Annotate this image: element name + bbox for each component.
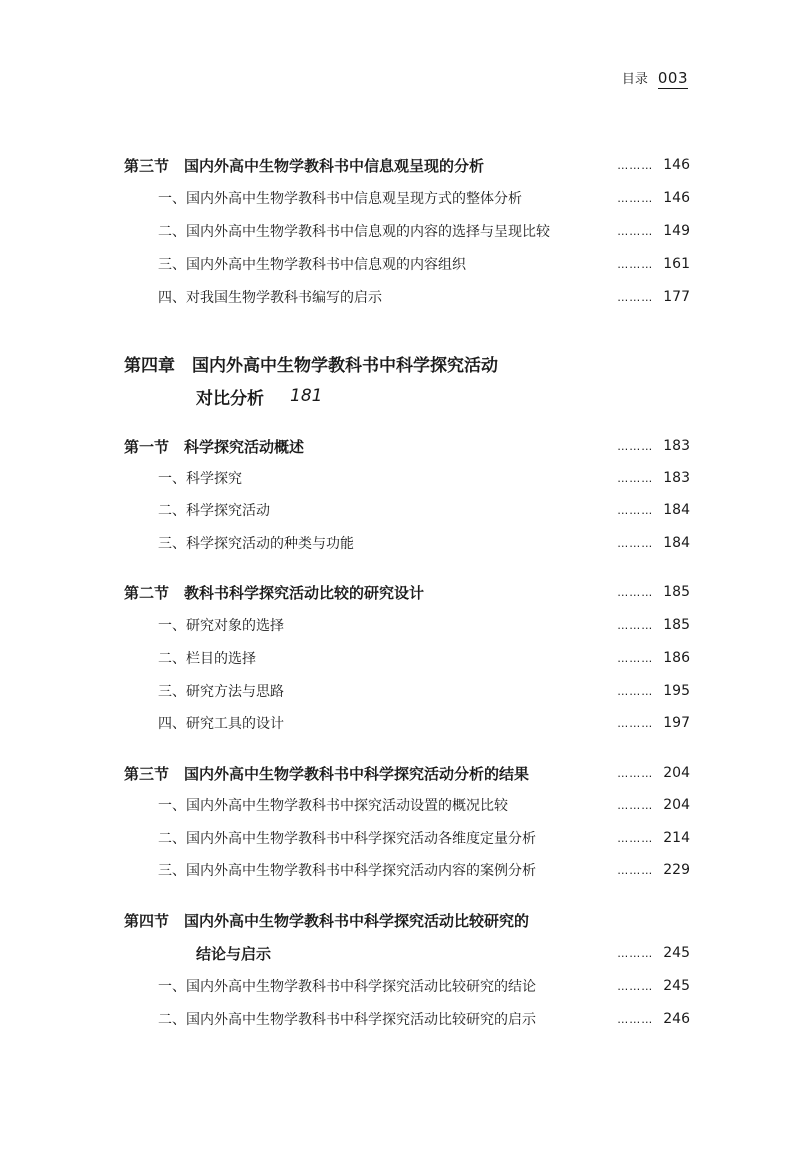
running-header: [622, 68, 688, 89]
leader-dots: ………: [617, 863, 654, 877]
leader-dots: ………: [617, 979, 654, 993]
entry-title: 第三节 国内外高中生物学教科书中科学探究活动分析的结果: [124, 764, 530, 783]
entry-page: 185: [663, 584, 690, 600]
entry-title: 三、国内外高中生物学教科书中科学探究活动内容的案例分析: [158, 863, 536, 879]
chapter-title-line1: 第四章 国内外高中生物学教科书中科学探究活动: [124, 355, 498, 376]
entry-page: 195: [663, 683, 690, 699]
leader-dots: ………: [617, 503, 654, 517]
entry-page: 246: [663, 1011, 690, 1027]
toc-section-entry-cont[interactable]: [124, 941, 690, 965]
toc-subsection-entry[interactable]: [124, 252, 690, 276]
entry-title: 一、科学探究: [158, 471, 242, 487]
leader-dots: ………: [617, 585, 654, 599]
leader-dots: ………: [617, 224, 654, 238]
entry-page: 184: [663, 502, 690, 518]
leader-dots: ………: [617, 439, 654, 453]
entry-title: 四、研究工具的设计: [158, 716, 284, 732]
entry-title-line2: 结论与启示: [196, 944, 272, 963]
toc-section-entry[interactable]: [124, 153, 690, 177]
entry-title: 二、国内外高中生物学教科书中科学探究活动比较研究的启示: [158, 1012, 536, 1028]
chapter-title-line2: 对比分析: [196, 388, 264, 409]
toc-subsection-entry[interactable]: [124, 466, 690, 490]
leader-dots: ………: [617, 471, 654, 485]
entry-title: 二、科学探究活动: [158, 503, 270, 519]
toc-section-entry[interactable]: [124, 580, 690, 604]
leader-dots: ………: [617, 536, 654, 550]
entry-title: 第一节 科学探究活动概述: [124, 437, 305, 456]
entry-page: 184: [663, 535, 690, 551]
leader-dots: ………: [617, 684, 654, 698]
entry-page: 204: [663, 765, 690, 781]
entry-title: 一、国内外高中生物学教科书中信息观呈现方式的整体分析: [158, 191, 522, 207]
toc-subsection-entry[interactable]: [124, 498, 690, 522]
entry-page: 161: [663, 256, 690, 272]
entry-page: 185: [663, 617, 690, 633]
toc-subsection-entry[interactable]: [124, 186, 690, 210]
entry-page: 177: [663, 289, 690, 305]
chapter-page: 181: [290, 386, 323, 406]
leader-dots: ………: [617, 831, 654, 845]
leader-dots: ………: [617, 257, 654, 271]
leader-dots: ………: [617, 651, 654, 665]
entry-title: 一、国内外高中生物学教科书中探究活动设置的概况比较: [158, 798, 508, 814]
toc-subsection-entry[interactable]: [124, 219, 690, 243]
toc-subsection-entry[interactable]: [124, 793, 690, 817]
leader-dots: ………: [617, 618, 654, 632]
leader-dots: ………: [617, 1012, 654, 1026]
entry-title: 二、栏目的选择: [158, 651, 256, 667]
entry-page: 204: [663, 797, 690, 813]
leader-dots: ………: [617, 766, 654, 780]
header-page-number: 003: [657, 69, 688, 87]
entry-page: 146: [663, 157, 690, 173]
toc-subsection-entry[interactable]: [124, 613, 690, 637]
toc-chapter-title[interactable]: [124, 348, 690, 378]
leader-dots: ………: [617, 191, 654, 205]
toc-section-entry[interactable]: [124, 434, 690, 458]
entry-title: 四、对我国生物学教科书编写的启示: [158, 290, 382, 306]
toc-chapter-title-cont[interactable]: [124, 381, 762, 411]
entry-title: 三、研究方法与思路: [158, 684, 284, 700]
entry-page: 245: [663, 978, 690, 994]
leader-dots: ………: [617, 290, 654, 304]
toc-subsection-entry[interactable]: [124, 974, 690, 998]
leader-dots: ………: [617, 158, 654, 172]
toc-section-entry[interactable]: [124, 908, 690, 932]
entry-page: 149: [663, 223, 690, 239]
toc-subsection-entry[interactable]: [124, 858, 690, 882]
entry-page: 186: [663, 650, 690, 666]
toc-section-entry[interactable]: [124, 761, 690, 785]
entry-page: 197: [663, 715, 690, 731]
toc-subsection-entry[interactable]: [124, 826, 690, 850]
entry-title: 一、国内外高中生物学教科书中科学探究活动比较研究的结论: [158, 979, 536, 995]
entry-title: 第四节 国内外高中生物学教科书中科学探究活动比较研究的: [124, 911, 530, 930]
toc-subsection-entry[interactable]: [124, 1007, 690, 1031]
entry-page: 146: [663, 190, 690, 206]
entry-page: 183: [663, 438, 690, 454]
entry-title: 一、研究对象的选择: [158, 618, 284, 634]
toc-subsection-entry[interactable]: [124, 285, 690, 309]
entry-title: 二、国内外高中生物学教科书中科学探究活动各维度定量分析: [158, 831, 536, 847]
entry-page: 229: [663, 862, 690, 878]
entry-page: 245: [663, 945, 690, 961]
leader-dots: ………: [617, 798, 654, 812]
entry-page: 183: [663, 470, 690, 486]
leader-dots: ………: [617, 716, 654, 730]
leader-dots: ………: [617, 946, 654, 960]
toc-subsection-entry[interactable]: [124, 711, 690, 735]
toc-subsection-entry[interactable]: [124, 646, 690, 670]
toc-subsection-entry[interactable]: [124, 679, 690, 703]
entry-title: 第三节 国内外高中生物学教科书中信息观呈现的分析: [124, 156, 485, 175]
header-label: 目录: [621, 72, 648, 87]
entry-title: 第二节 教科书科学探究活动比较的研究设计: [124, 583, 425, 602]
entry-title: 二、国内外高中生物学教科书中信息观的内容的选择与呈现比较: [158, 224, 550, 240]
toc-subsection-entry[interactable]: [124, 531, 690, 555]
entry-title: 三、科学探究活动的种类与功能: [158, 536, 354, 552]
entry-title: 三、国内外高中生物学教科书中信息观的内容组织: [158, 257, 466, 273]
entry-page: 214: [663, 830, 690, 846]
